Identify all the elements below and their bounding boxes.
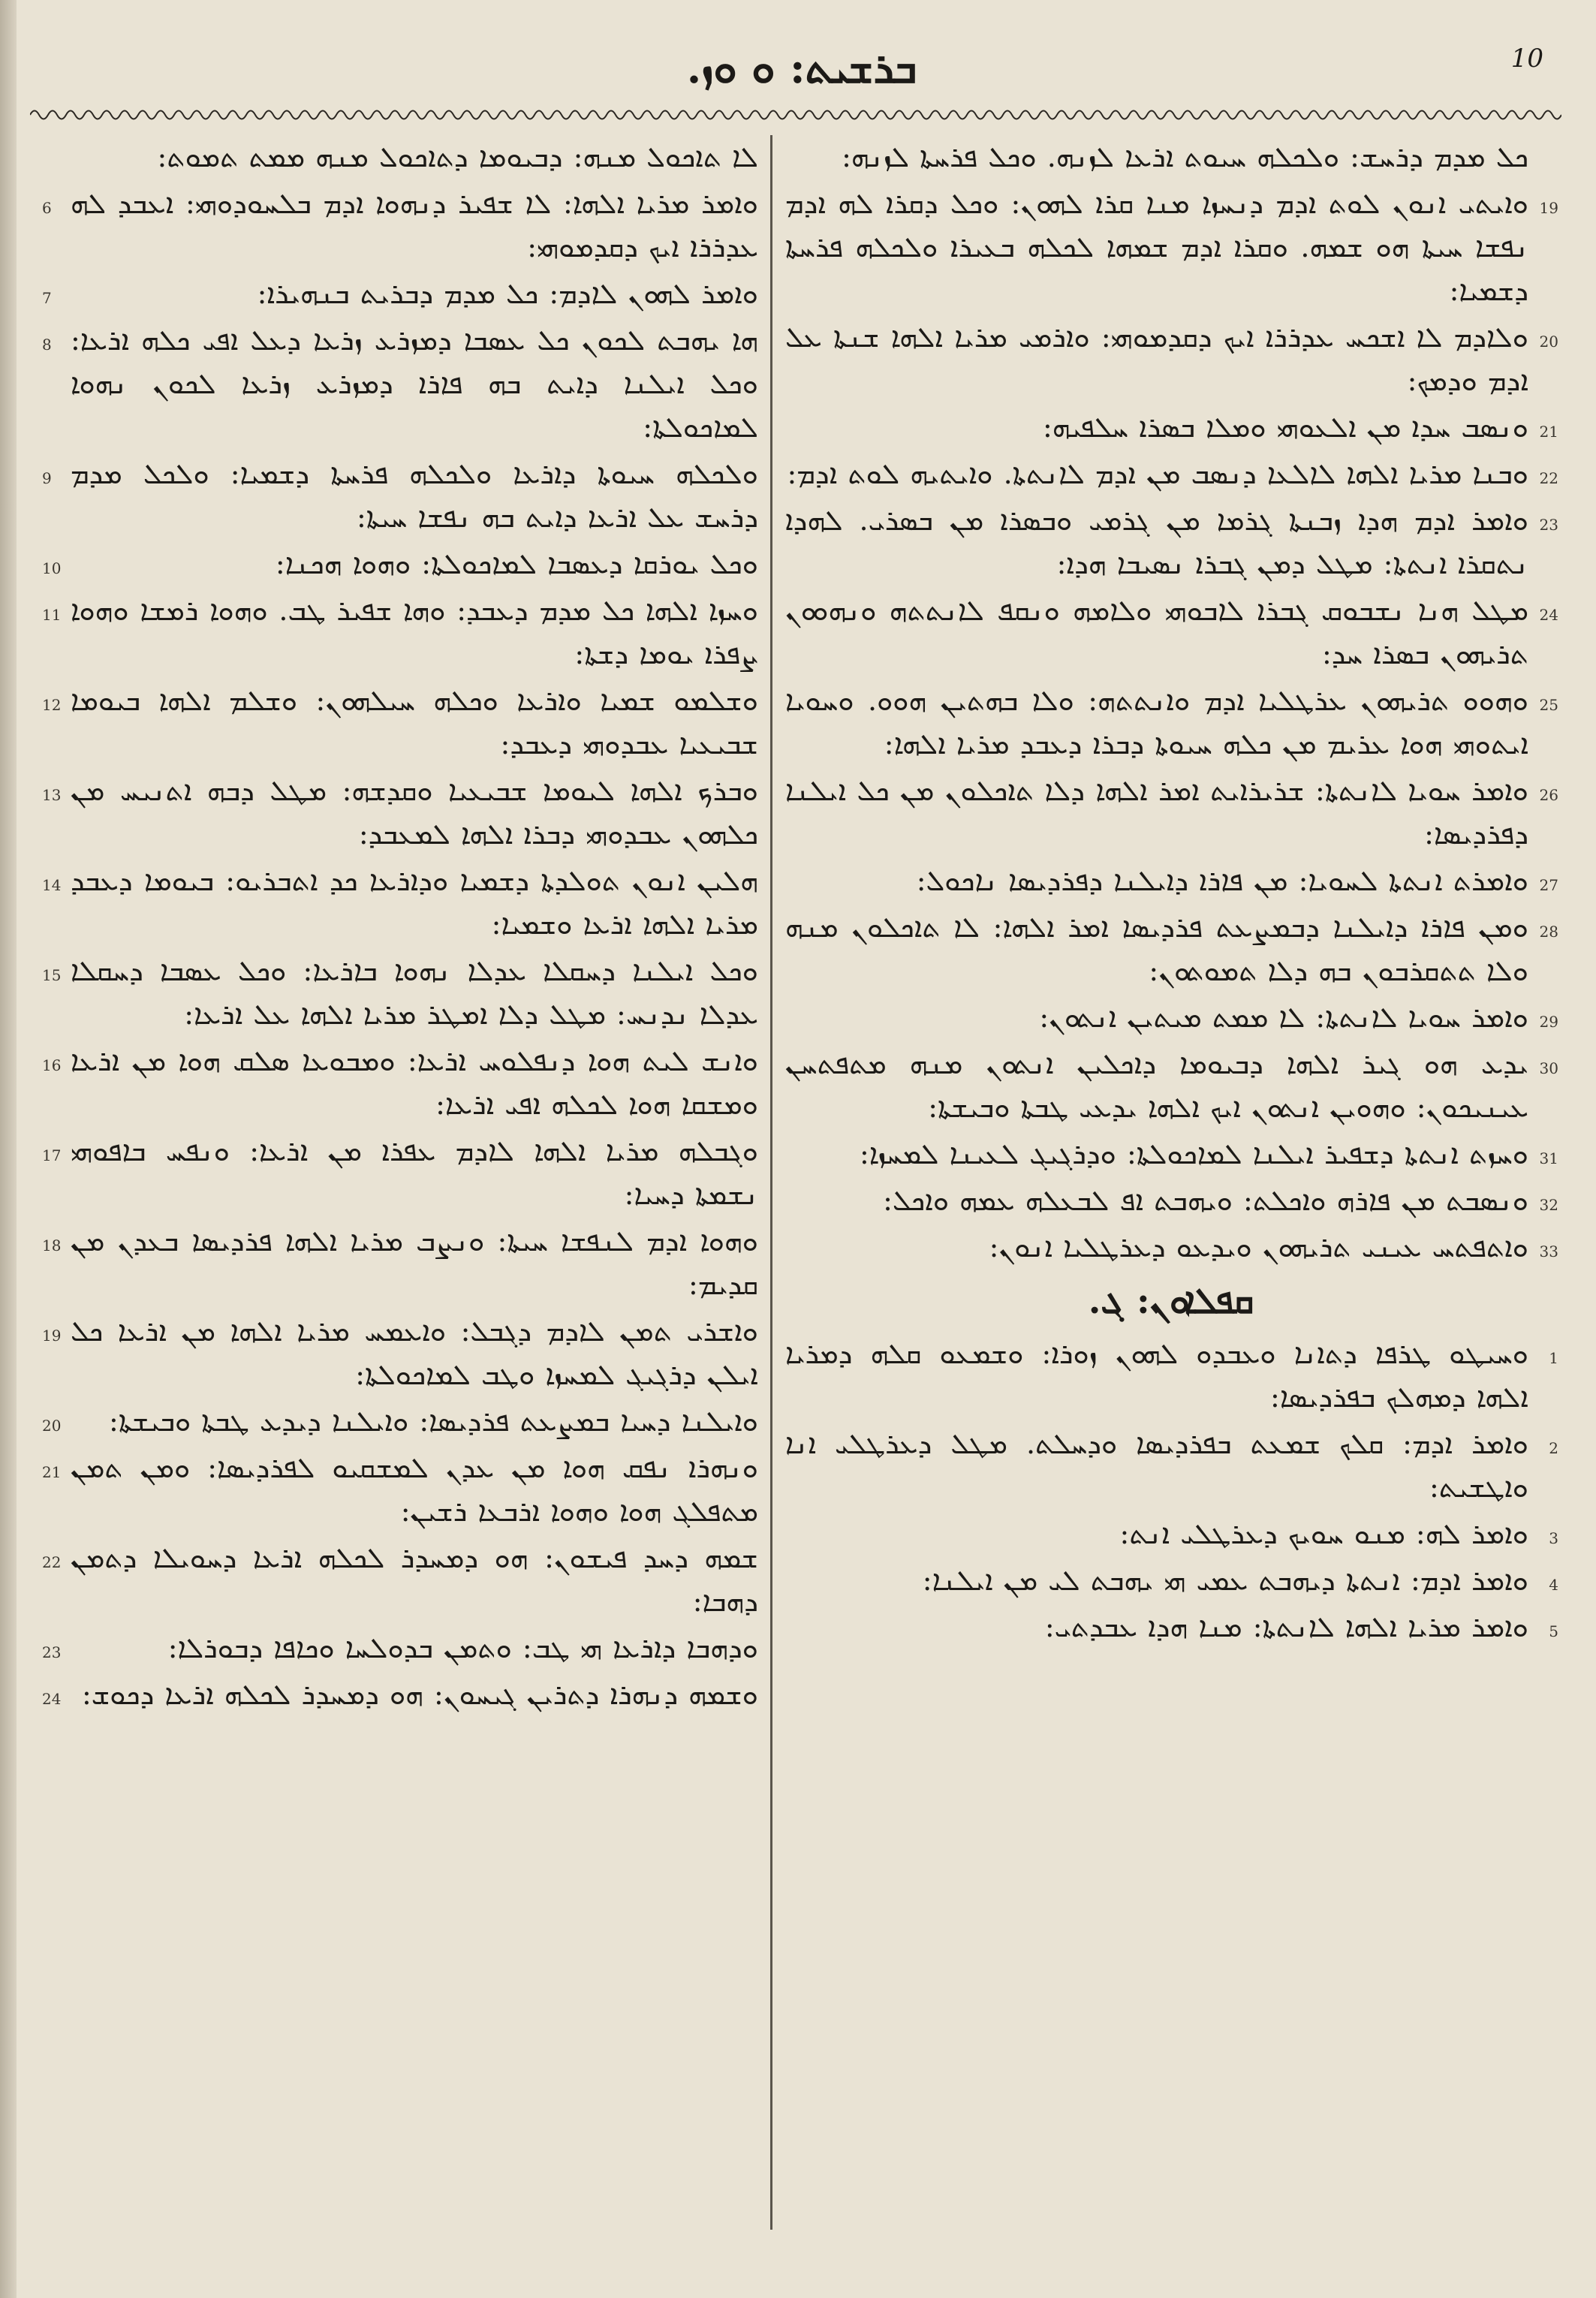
verse-text: ܗܐ ܝܗܒܬ ܠܟܘܢ ܟܠ ܥܣܒܐ ܕܡܙܪܥ ܙܪܥܐ ܕܥܠ ܐܦܝ ܟܠܗ ܐܪܥܐ: ܘܟܠ ܐܝܠܢܐ ܕܐܝܬ ܒܗ ܦܐܪܐ ܕܡܙܪܥ ܙܪܥܐ ܠܟܘܢ ܢܗܘܐ ܠܡܐܟܘܠܬܐ: — [71, 324, 758, 444]
wavy-header-rule — [30, 104, 1561, 126]
verse-text: ܘܐܡܪ ܐܕܡ: ܐܢܬܬܐ ܕܝܗܒܬ ܥܡܝ ܗܝ ܝܗܒܬ ܠܝ ܡܢ ܐܝܠܢܐ: — [922, 1564, 1528, 1597]
verse-text: ܘܒܢܐ ܡܪܝܐ ܐܠܗܐ ܠܐܠܥܐ ܕܢܣܒ ܡܢ ܐܕܡ ܠܐܢܬܬܐ. ܘܐܝܬܝܗ ܠܘܬ ܐܕܡ: — [787, 457, 1528, 490]
verse-number: 8 — [42, 336, 52, 354]
verse-text: ܘܢܣܒ ܚܕܐ ܡܢ ܐܠܥܘܗܝ ܘܡܠܐ ܒܣܪܐ ܚܠܦܝܗ: — [1043, 411, 1528, 444]
chapter-verses — [781, 1332, 1561, 1649]
verse-text: ܝܕܥ ܗܘ ܓܝܪ ܐܠܗܐ ܕܒܝܘܡܐ ܕܐܟܠܝܢ ܐܢܬܘܢ ܡܢܗ ܡܬܦܬܚܢ ܥܝܢܝܟܘܢ: ܘܗܘܝܢ ܐܢܬܘܢ ܐܝܟ ܐܠܗܐ ܝܕܥܝ ܛܒܬܐ ܘܒܝܫܬܐ: — [785, 1047, 1528, 1124]
verse-text: ܘܡܢ ܦܐܪܐ ܕܐܝܠܢܐ ܕܒܡܨܥܬ ܦܪܕܝܣܐ ܐܡܪ ܐܠܗܐ: ܠܐ ܬܐܟܠܘܢ ܡܢܗ ܘܠܐ ܬܬܩܪܒܘܢ ܒܗ ܕܠܐ ܬܡܘܬܘܢ: — [785, 911, 1528, 987]
verse-text: ܘܟܠ ܐܝܠܢܐ ܕܚܩܠܐ ܥܕܠܐ ܢܗܘܐ ܒܐܪܥܐ: ܘܟܠ ܥܣܒܐ ܕܚܩܠܐ ܥܕܠܐ ܢܕܢܚ: ܡܛܠ ܕܠܐ ܐܡܛܪ ܡܪܝܐ ܐܠܗܐ ܥܠ ܐܪܥܐ: — [71, 954, 758, 1031]
verse-text: ܠܐ ܬܐܟܘܠ ܡܢܗ: ܕܒܝܘܡܐ ܕܬܐܟܘܠ ܡܢܗ ܡܡܬ ܬܡܘܬ: — [157, 140, 758, 173]
verse-number: 15 — [42, 966, 62, 984]
verse-text: ܘܐܡܪ ܡܪܝܐ ܐܠܗܐ ܠܐܢܬܬܐ: ܡܢܐ ܗܕܐ ܥܒܕܬܝ: — [1044, 1610, 1528, 1643]
verse-text: ܘܐܡܪ ܠܗ: ܡܢܘ ܚܘܝܟ ܕܥܪܛܠܝ ܐܢܬ: — [1119, 1517, 1528, 1550]
verse-number: 22 — [42, 1553, 62, 1571]
verse-number: 30 — [1539, 1059, 1558, 1077]
verse-text: ܘܐܡܪܬ ܐܢܬܬܐ ܠܚܘܝܐ: ܡܢ ܦܐܪܐ ܕܐܝܠܢܐ ܕܦܪܕܝܣܐ ܢܐܟܘܠ: — [916, 864, 1528, 897]
verse-text: ܘܢܣܒܬ ܡܢ ܦܐܪܗ ܘܐܟܠܬ: ܘܝܗܒܬ ܐܦ ܠܒܥܠܗ ܥܡܗ ܘܐܟܠ: — [883, 1184, 1528, 1217]
verse — [781, 769, 1561, 856]
verse-number: 6 — [42, 199, 52, 217]
verse — [781, 1132, 1561, 1176]
verse-number: 11 — [42, 606, 62, 624]
verse-number: 32 — [1539, 1196, 1558, 1214]
verse-number: 23 — [1539, 516, 1558, 534]
verse-number: 27 — [1539, 876, 1558, 894]
verse — [38, 135, 763, 179]
verse — [38, 1129, 763, 1216]
verse-text: ܗܠܝܢ ܐܢܘܢ ܬܘܠܕܬܐ ܕܫܡܝܐ ܘܕܐܪܥܐ ܟܕ ܐܬܒܪܝܘ: ܒܝܘܡܐ ܕܥܒܕ ܡܪܝܐ ܐܠܗܐ ܐܪܥܐ ܘܫܡܝܐ: — [71, 864, 758, 941]
verse-text: ܘܫܠܡܘ ܫܡܝܐ ܘܐܪܥܐ ܘܟܠܗ ܚܝܠܗܘܢ: ܘܫܠܡ ܐܠܗܐ ܒܝܘܡܐ ܫܒܝܥܝܐ ܥܒܕܘܗܝ ܕܥܒܕ: — [71, 684, 758, 760]
verse-text: ܘܐܝܠܢܐ ܕܚܝܐ ܒܡܨܥܬ ܦܪܕܝܣܐ: ܘܐܝܠܢܐ ܕܝܕܥ ܛܒܬܐ ܘܒܝܫܬܐ: — [109, 1405, 758, 1438]
verse-text: ܘܐܡܪ ܐܕܡ: ܩܠܟ ܫܡܥܬ ܒܦܪܕܝܣܐ ܘܕܚܠܬ. ܡܛܠ ܕܥܪܛܠܝ ܐܢܐ ܘܐܛܫܝܬ: — [785, 1427, 1528, 1504]
verse — [781, 452, 1561, 495]
verse-text: ܘܐܡܪ ܐܕܡ ܗܕܐ ܙܒܢܬܐ ܓܪܡܐ ܡܢ ܓܪܡܝ ܘܒܣܪܐ ܡܢ ܒܣܪܝ. ܠܗܕܐ ܢܬܩܪܐ ܐܢܬܬܐ: ܡܛܠ ܕܡܢ ܓܒܪܐ ܢܣܝܒܐ ܗܕܐ: — [785, 504, 1528, 580]
verse-number: 24 — [1539, 606, 1558, 624]
verse — [781, 679, 1561, 766]
verse — [38, 1673, 763, 1716]
verse-number: 1 — [1549, 1349, 1558, 1367]
verse — [781, 1605, 1561, 1649]
verse-number: 16 — [42, 1056, 62, 1074]
verse-number: 14 — [42, 876, 62, 894]
verse-text: ܟܠ ܡܕܡ ܕܪܚܫ: ܘܠܟܠܗ ܚܝܘܬ ܐܪܥܐ ܠܙܢܗ. ܘܟܠ ܦܪܚܬܐ ܠܙܢܗ: — [842, 140, 1528, 173]
verse-text: ܘܚܙܬ ܐܢܬܬܐ ܕܫܦܝܪ ܐܝܠܢܐ ܠܡܐܟܘܠܬܐ: ܘܕܪܓܝܓ ܠܥܝܢܐ ܠܡܚܙܐ: — [859, 1137, 1528, 1170]
verse-number: 13 — [42, 786, 62, 804]
verse — [38, 1626, 763, 1670]
verse-number: 3 — [1549, 1529, 1558, 1547]
verse — [38, 1446, 763, 1533]
verse — [38, 949, 763, 1036]
left-column — [38, 135, 763, 2230]
verse-text: ܘܐܫܪܝ ܬܡܢ ܠܐܕܡ ܕܓܒܠ: ܘܐܥܡܚ ܡܪܝܐ ܐܠܗܐ ܡܢ ܐܪܥܐ ܟܠ ܐܝܠܢ ܕܪܓܝܓ ܠܡܚܙܐ ܘܛܒ ܠܡܐܟܘܠܬܐ: — [71, 1315, 758, 1391]
verse-text: ܘܕܗܒܐ ܕܐܪܥܐ ܗܝ ܛܒ: ܘܬܡܢ ܒܕܘܠܚܐ ܘܟܐܦܐ ܕܒܘܪܠܐ: — [167, 1631, 758, 1664]
right-column — [781, 135, 1561, 2230]
verse-number: 31 — [1539, 1149, 1558, 1167]
verse — [38, 182, 763, 269]
verse — [781, 135, 1561, 179]
verse — [781, 1559, 1561, 1602]
verse-number: 26 — [1539, 786, 1558, 804]
verse-text: ܘܐܝܬܝ ܐܢܘܢ ܠܘܬ ܐܕܡ ܕܢܚܙܐ ܡܢܐ ܩܪܐ ܠܗܘܢ: ܘܟܠ ܕܩܪܐ ܠܗ ܐܕܡ ܢܦܫܐ ܚܝܬܐ ܗܘ ܫܡܗ. ܘܩܪܐ ܐܕܡ ܫܡܗܐ ܠܟܠܗ ܒܥܝܪܐ ܘܠܟܠܗ ܦܪܚܬܐ ܕܫܡܝܐ: — [785, 187, 1528, 307]
verse-text: ܘܢܗܪܐ ܢܦܩ ܗܘܐ ܡܢ ܥܕܢ ܠܡܫܩܝܘ ܠܦܪܕܝܣܐ: ܘܡܢ ܬܡܢ ܡܬܦܠܓ ܗܘܐ ܘܗܘܐ ܐܪܒܥܐ ܪܫܝܢ: — [71, 1451, 758, 1528]
verse — [781, 1332, 1561, 1419]
verse — [38, 679, 763, 766]
verse-number: 12 — [42, 696, 62, 714]
column-divider — [770, 135, 772, 2230]
left-column-verses — [38, 135, 763, 1716]
verse — [781, 315, 1561, 402]
verse-text: ܘܗܘܘ ܬܪܝܗܘܢ ܥܪܛܠܝܐ ܐܕܡ ܘܐܢܬܬܗ: ܘܠܐ ܒܗܬܝܢ ܗܘܘ. ܘܚܘܝܐ ܐܝܬܘܗܝ ܗܘܐ ܥܪܝܡ ܡܢ ܟܠܗ ܚܝܘܬܐ ܕܒܪܐ ܕܥܒܕ ܡܪܝܐ ܐܠܗܐ: — [785, 684, 1528, 760]
verse-text: ܘܐܡܪ ܡܪܝܐ ܐܠܗܐ: ܠܐ ܫܦܝܪ ܕܢܗܘܐ ܐܕܡ ܒܠܚܘܕܘܗܝ: ܐܥܒܕ ܠܗ ܥܕܪܪܐ ܐܝܟ ܕܩܕܡܘܗܝ: — [71, 187, 758, 264]
verse — [781, 1422, 1561, 1509]
verse-text: ܘܗܘܐ ܐܕܡ ܠܢܦܫܐ ܚܝܬܐ: ܘܢܨܒ ܡܪܝܐ ܐܠܗܐ ܦܪܕܝܣܐ ܒܥܕܢ ܡܢ ܩܕܝܡ: — [71, 1224, 758, 1301]
verse — [38, 1309, 763, 1396]
verse-number: 9 — [42, 469, 52, 487]
verse — [781, 995, 1561, 1039]
verse-number: 10 — [42, 559, 62, 577]
verse — [38, 318, 763, 449]
verse-number: 24 — [42, 1690, 62, 1708]
verse — [781, 1042, 1561, 1129]
verse — [38, 452, 763, 539]
verse-text: ܘܚܝܛܘ ܛܪܦܐ ܕܬܐܢܐ ܘܥܒܕܘ ܠܗܘܢ ܙܘܪܐ: ܘܫܡܥܘ ܩܠܗ ܕܡܪܝܐ ܐܠܗܐ ܕܡܗܠܟ ܒܦܪܕܝܣܐ: — [785, 1337, 1528, 1414]
verse — [38, 1536, 763, 1623]
verse — [781, 1225, 1561, 1269]
verse-number: 22 — [1539, 469, 1558, 487]
verse — [38, 1039, 763, 1126]
verse-text: ܡܛܠ ܗܢܐ ܢܫܒܘܩ ܓܒܪܐ ܠܐܒܘܗܝ ܘܠܐܡܗ ܘܢܩܦ ܠܐܢܬܬܗ ܘܢܗܘܘܢ ܬܪܝܗܘܢ ܒܣܪܐ ܚܕ: — [785, 594, 1528, 670]
verse-number: 21 — [42, 1463, 62, 1481]
verse-text: ܘܓܒܠܗ ܡܪܝܐ ܐܠܗܐ ܠܐܕܡ ܥܦܪܐ ܡܢ ܐܪܥܐ: ܘܢܦܚ ܒܐܦܘܗܝ ܢܫܡܬܐ ܕܚܝܐ: — [71, 1134, 758, 1211]
verse — [38, 272, 763, 315]
verse-text: ܘܠܟܠܗ ܚܝܘܬܐ ܕܐܪܥܐ ܘܠܟܠܗ ܦܪܚܬܐ ܕܫܡܝܐ: ܘܠܟܠ ܡܕܡ ܕܪܚܫ ܥܠ ܐܪܥܐ ܕܐܝܬ ܒܗ ܢܦܫܐ ܚܝܬܐ: — [71, 457, 758, 534]
verse-number: 21 — [1539, 423, 1558, 441]
verse-text: ܘܐܡܪ ܚܘܝܐ ܠܐܢܬܬܐ: ܠܐ ܡܡܬ ܡܝܬܝܢ ܐܢܬܘܢ: — [1039, 1001, 1528, 1034]
verse-number: 20 — [42, 1417, 62, 1435]
page-binding-edge — [0, 0, 17, 2298]
verse — [38, 859, 763, 946]
verse-number: 5 — [1549, 1622, 1558, 1640]
right-column-verses — [781, 135, 1561, 1269]
verse-text: ܘܐܬܦܬܚ ܥܝܢܝ ܬܪܝܗܘܢ ܘܝܕܥܘ ܕܥܪܛܠܝܐ ܐܢܘܢ: — [989, 1230, 1528, 1263]
verse — [781, 859, 1561, 902]
verse-text: ܘܐܡܪ ܠܗܘܢ ܠܐܕܡ: ܟܠ ܡܕܡ ܕܒܪܝܬ ܒܢܗܝܪܐ: — [257, 277, 758, 310]
verse — [38, 1219, 763, 1306]
verse-number: 23 — [42, 1643, 62, 1661]
verse — [38, 589, 763, 676]
verse-text: ܘܐܡܪ ܚܘܝܐ ܠܐܢܬܬܐ: ܫܪܝܪܐܝܬ ܐܡܪ ܐܠܗܐ ܕܠܐ ܬܐܟܠܘܢ ܡܢ ܟܠ ܐܝܠܢܐ ܕܦܪܕܝܣܐ: — [785, 774, 1528, 851]
page-header — [45, 30, 1558, 105]
chapter-heading: ܩܦܠܐܘܢ: ܓ. — [1088, 1280, 1254, 1322]
verse — [781, 905, 1561, 992]
verse — [38, 542, 763, 586]
verse-text: ܘܠܐܕܡ ܠܐ ܐܫܟܚ ܥܕܪܪܐ ܐܝܟ ܕܩܕܡܘܗܝ: ܘܐܪܡܝ ܡܪܝܐ ܐܠܗܐ ܫܢܬܐ ܥܠ ܐܕܡ ܘܕܡܟ: — [785, 321, 1528, 397]
verse-text: ܘܫܡܗ ܕܢܗܪܐ ܕܬܪܝܢ ܓܝܚܘܢ: ܗܘ ܕܡܚܕܪ ܠܟܠܗ ܐܪܥܐ ܕܟܘܫ: — [81, 1678, 758, 1711]
verse — [781, 405, 1561, 449]
verse-number: 18 — [42, 1236, 62, 1254]
verse-number: 25 — [1539, 696, 1558, 714]
verse-text: ܘܟܠ ܝܘܪܩܐ ܕܥܣܒܐ ܠܡܐܟܘܠܬܐ: ܘܗܘܐ ܗܟܢܐ: — [275, 547, 758, 580]
verse-number: 17 — [42, 1146, 62, 1164]
running-title: ܒܪܫܝܬ: ܘ ܘܙ. — [686, 44, 917, 93]
verse-number: 7 — [42, 289, 52, 307]
verse-number: 33 — [1539, 1242, 1558, 1260]
verse-number: 29 — [1539, 1013, 1558, 1031]
verse — [781, 498, 1561, 586]
verse-text: ܘܚܙܐ ܐܠܗܐ ܟܠ ܡܕܡ ܕܥܒܕ: ܘܗܐ ܫܦܝܪ ܛܒ. ܘܗܘܐ ܪܡܫܐ ܘܗܘܐ ܨܦܪܐ ܝܘܡܐ ܕܫܬܐ: — [71, 594, 758, 670]
verse-number: 19 — [1539, 199, 1558, 217]
verse — [781, 1512, 1561, 1556]
verse-number: 2 — [1549, 1439, 1558, 1457]
verse-number: 19 — [42, 1327, 62, 1345]
verse-number: 20 — [1539, 333, 1558, 351]
verse-text: ܘܐܢܫ ܠܝܬ ܗܘܐ ܕܢܦܠܘܚ ܐܪܥܐ: ܘܡܒܘܥܐ ܣܠܩ ܗܘܐ ܡܢ ܐܪܥܐ ܘܡܫܩܐ ܗܘܐ ܠܟܠܗ ܐܦܝ ܐܪܥܐ: — [71, 1044, 758, 1121]
verse-text: ܫܡܗ ܕܚܕ ܦܝܫܘܢ: ܗܘ ܕܡܚܕܪ ܠܟܠܗ ܐܪܥܐ ܕܚܘܝܠܐ ܕܬܡܢ ܕܗܒܐ: — [71, 1541, 758, 1618]
verse-number: 4 — [1549, 1576, 1558, 1594]
verse — [781, 182, 1561, 312]
verse — [781, 1179, 1561, 1222]
verse — [38, 1399, 763, 1443]
page-number: 10 — [1510, 44, 1543, 74]
verse — [781, 589, 1561, 676]
verse-number: 28 — [1539, 923, 1558, 941]
verse-text: ܘܒܪܟ ܐܠܗܐ ܠܝܘܡܐ ܫܒܝܥܝܐ ܘܩܕܫܗ: ܡܛܠ ܕܒܗ ܐܬܢܝܚ ܡܢ ܟܠܗܘܢ ܥܒܕܘܗܝ ܕܒܪܐ ܐܠܗܐ ܠܡܥܒܕ: — [71, 774, 758, 851]
verse — [38, 769, 763, 856]
